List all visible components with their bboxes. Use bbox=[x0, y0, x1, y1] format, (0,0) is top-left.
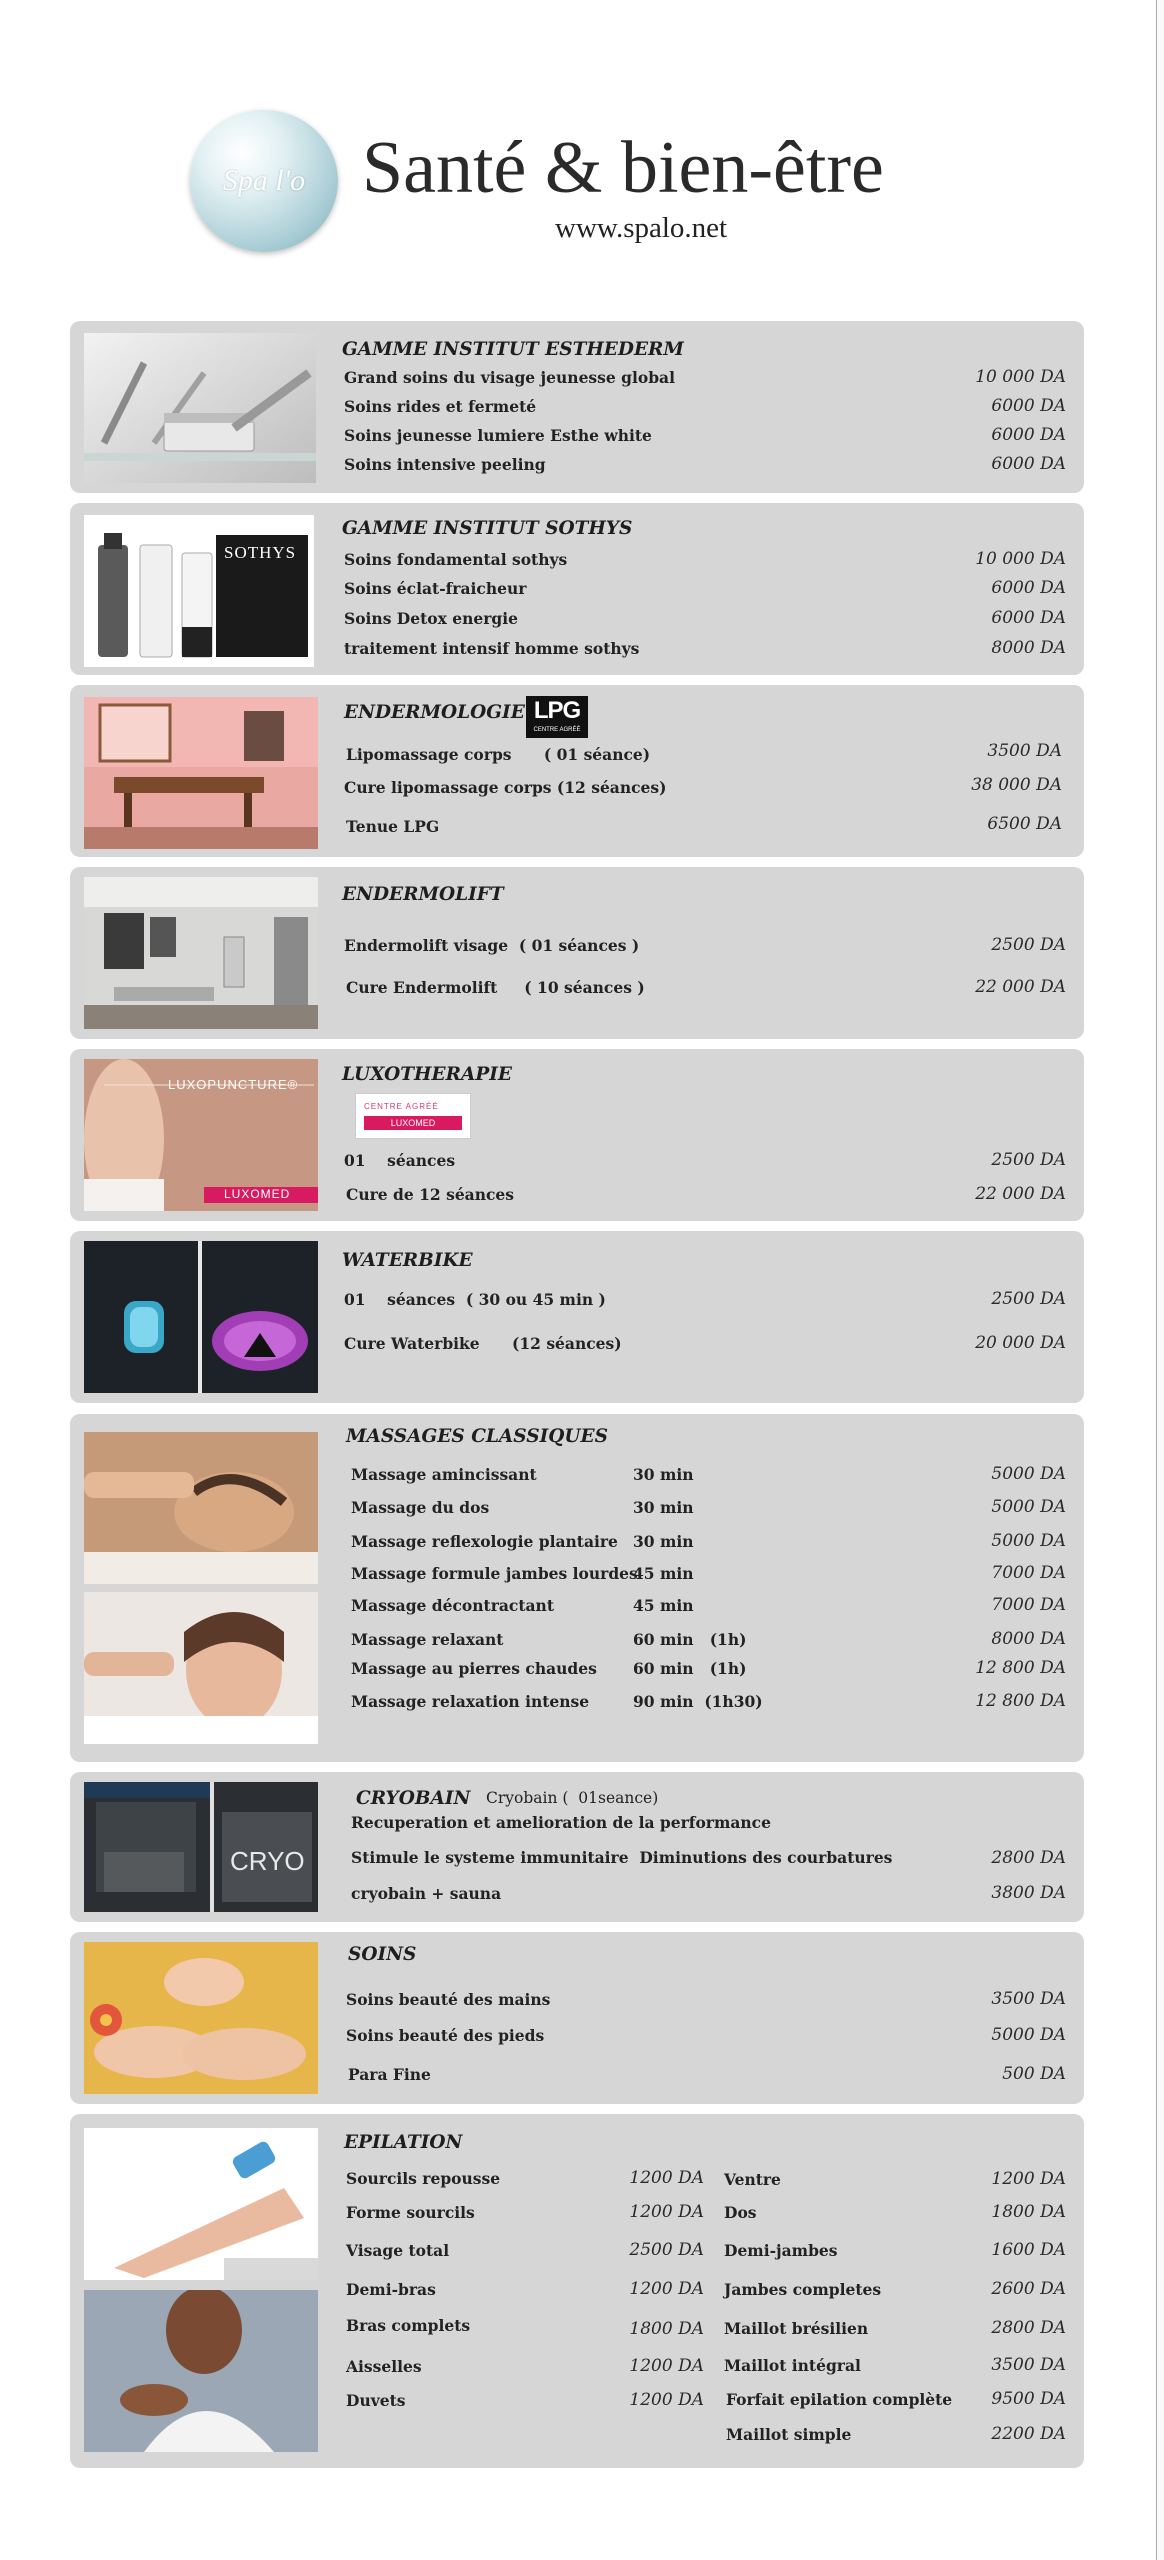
service-label: Forfait epilation complète bbox=[726, 2390, 953, 2409]
epilation-leg-photo bbox=[84, 2128, 318, 2280]
service-price: 1600 DA bbox=[991, 2240, 1066, 2260]
section-waterbike bbox=[70, 1231, 1084, 1403]
service-label: Massage relaxant bbox=[351, 1630, 504, 1649]
service-label: Soins Detox energie bbox=[344, 609, 518, 628]
lpg-badge-logo: LPG bbox=[533, 697, 581, 724]
section-cryobain bbox=[70, 1772, 1084, 1922]
service-label: Lipomassage corps ( 01 séance) bbox=[346, 745, 651, 764]
service-price: 2200 DA bbox=[991, 2424, 1066, 2444]
section-title: ENDERMOLOGIE bbox=[344, 702, 525, 723]
service-label: Cure de 12 séances bbox=[346, 1185, 515, 1204]
service-label: traitement intensif homme sothys bbox=[344, 639, 640, 658]
service-duration: 45 min bbox=[633, 1564, 694, 1583]
service-duration: 60 min (1h) bbox=[633, 1659, 747, 1678]
service-duration: 30 min bbox=[633, 1465, 694, 1484]
service-label: Forme sourcils bbox=[346, 2203, 475, 2222]
service-price: 2500 DA bbox=[629, 2240, 704, 2260]
service-label: Aisselles bbox=[346, 2357, 422, 2376]
service-price: 12 800 DA bbox=[975, 1691, 1066, 1711]
service-label: Demi-bras bbox=[346, 2280, 436, 2299]
service-price: 1200 DA bbox=[991, 2169, 1066, 2189]
luxomed-badge bbox=[355, 1093, 471, 1139]
service-price: 6000 DA bbox=[991, 608, 1066, 628]
service-label: Soins intensive peeling bbox=[344, 455, 546, 474]
service-label: Soins fondamental sothys bbox=[344, 550, 568, 569]
service-price: 12 800 DA bbox=[975, 1658, 1066, 1678]
service-price: 1200 DA bbox=[629, 2390, 704, 2410]
service-label: Endermolift visage ( 01 séances ) bbox=[344, 936, 640, 955]
section-endermolift bbox=[70, 867, 1084, 1039]
service-duration: 90 min (1h30) bbox=[633, 1692, 763, 1711]
service-label: Tenue LPG bbox=[346, 817, 440, 836]
cryo-photo-text: CRYO bbox=[230, 1846, 305, 1876]
endermolift-room-photo bbox=[84, 877, 318, 1029]
service-price: 8000 DA bbox=[991, 1629, 1066, 1649]
service-label: Jambes completes bbox=[724, 2280, 882, 2299]
service-label: Sourcils repousse bbox=[346, 2169, 501, 2188]
spa-logo bbox=[190, 110, 338, 252]
service-price: 38 000 DA bbox=[971, 775, 1062, 795]
service-label: 01 séances bbox=[344, 1151, 456, 1170]
service-price: 5000 DA bbox=[991, 2025, 1066, 2045]
cryobain-subtitle: Cryobain ( 01seance) bbox=[486, 1789, 659, 1807]
page-title: Santé & bien-être bbox=[362, 127, 884, 209]
header bbox=[0, 100, 1164, 270]
service-price: 7000 DA bbox=[991, 1595, 1066, 1615]
service-price: 8000 DA bbox=[991, 638, 1066, 658]
service-price: 2800 DA bbox=[991, 1848, 1066, 1868]
epilation-woman-photo bbox=[84, 2290, 318, 2452]
service-label: Soins rides et fermeté bbox=[344, 397, 537, 416]
soins-hands-feet-photo bbox=[84, 1942, 318, 2094]
logo-text: Spa l'o bbox=[222, 164, 306, 197]
cryobain-benefit: Recuperation et amelioration de la performance bbox=[351, 1813, 771, 1832]
service-duration: 30 min bbox=[633, 1498, 694, 1517]
section-sothys bbox=[70, 503, 1084, 675]
service-label: Demi-jambes bbox=[724, 2241, 838, 2260]
service-price: 9500 DA bbox=[991, 2389, 1066, 2409]
service-price: 6000 DA bbox=[991, 396, 1066, 416]
service-price: 20 000 DA bbox=[975, 1333, 1066, 1353]
massage-face-photo bbox=[84, 1432, 318, 1584]
service-price: 2500 DA bbox=[991, 935, 1066, 955]
service-label: Massage relaxation intense bbox=[351, 1692, 590, 1711]
page-edge bbox=[1156, 0, 1164, 2560]
service-price: 2500 DA bbox=[991, 1150, 1066, 1170]
sothys-product-photo bbox=[84, 515, 314, 667]
section-epilation bbox=[70, 2114, 1084, 2468]
service-price: 1800 DA bbox=[991, 2202, 1066, 2222]
service-label: cryobain + sauna bbox=[351, 1884, 502, 1903]
esthederm-product-photo bbox=[84, 333, 316, 483]
section-title: LUXOTHERAPIE bbox=[342, 1064, 513, 1085]
lpg-badge bbox=[526, 696, 588, 738]
service-price: 5000 DA bbox=[991, 1531, 1066, 1551]
section-title: SOINS bbox=[348, 1944, 417, 1965]
website-link[interactable]: www.spalo.net bbox=[555, 212, 728, 244]
service-label: 01 séances ( 30 ou 45 min ) bbox=[344, 1290, 606, 1309]
service-price: 1200 DA bbox=[629, 2202, 704, 2222]
service-label: Massage amincissant bbox=[351, 1465, 537, 1484]
service-price: 5000 DA bbox=[991, 1464, 1066, 1484]
section-title: MASSAGES CLASSIQUES bbox=[346, 1426, 608, 1447]
section-title: CRYOBAIN bbox=[356, 1788, 471, 1809]
cryobain-photo bbox=[84, 1782, 318, 1912]
service-label: Soins jeunesse lumiere Esthe white bbox=[344, 426, 652, 445]
service-price: 3500 DA bbox=[991, 2355, 1066, 2375]
service-duration: 60 min (1h) bbox=[633, 1630, 747, 1649]
service-label: Massage au pierres chaudes bbox=[351, 1659, 597, 1678]
section-title: EPILATION bbox=[344, 2132, 463, 2153]
section-endermologie bbox=[70, 685, 1084, 857]
section-luxotherapie bbox=[70, 1049, 1084, 1221]
section-title: GAMME INSTITUT SOTHYS bbox=[342, 518, 633, 539]
luxomed-photo-brand: LUXOMED bbox=[224, 1187, 291, 1201]
service-price: 22 000 DA bbox=[975, 977, 1066, 997]
lpg-badge-caption: CENTRE AGRÉÉ bbox=[533, 727, 581, 733]
service-price: 3500 DA bbox=[991, 1989, 1066, 2009]
waterbike-photo bbox=[84, 1241, 318, 1393]
massage-woman-photo bbox=[84, 1592, 318, 1744]
service-price: 6500 DA bbox=[987, 814, 1062, 834]
service-price: 7000 DA bbox=[991, 1563, 1066, 1583]
service-label: Massage décontractant bbox=[351, 1596, 554, 1615]
service-price: 2800 DA bbox=[991, 2318, 1066, 2338]
section-title: WATERBIKE bbox=[342, 1250, 473, 1271]
service-price: 3500 DA bbox=[987, 741, 1062, 761]
service-price: 1200 DA bbox=[629, 2279, 704, 2299]
luxomed-badge-caption: CENTRE AGRÉÉ bbox=[364, 1102, 439, 1111]
service-label: Dos bbox=[724, 2203, 757, 2222]
service-price: 6000 DA bbox=[991, 425, 1066, 445]
section-soins bbox=[70, 1932, 1084, 2104]
section-massages bbox=[70, 1414, 1084, 1762]
service-price: 1200 DA bbox=[629, 2168, 704, 2188]
service-label: Cure Waterbike (12 séances) bbox=[344, 1334, 622, 1353]
section-title: ENDERMOLIFT bbox=[342, 884, 504, 905]
endermologie-room-photo bbox=[84, 697, 318, 849]
service-label: Massage reflexologie plantaire bbox=[351, 1532, 618, 1551]
service-label: Cure lipomassage corps (12 séances) bbox=[344, 778, 667, 797]
service-label: Maillot intégral bbox=[724, 2356, 861, 2375]
service-price: 22 000 DA bbox=[975, 1184, 1066, 1204]
luxopuncture-photo bbox=[84, 1059, 318, 1211]
sothys-product-text: SOTHYS bbox=[224, 543, 297, 562]
service-label: Massage du dos bbox=[351, 1498, 490, 1517]
service-price: 500 DA bbox=[1002, 2064, 1066, 2084]
service-price: 3800 DA bbox=[991, 1883, 1066, 1903]
cryobain-benefit: Stimule le systeme immunitaire Diminutions des courbatures bbox=[351, 1848, 893, 1867]
service-price: 10 000 DA bbox=[975, 367, 1066, 387]
service-price: 5000 DA bbox=[991, 1497, 1066, 1517]
service-price: 6000 DA bbox=[991, 454, 1066, 474]
service-label: Soins éclat-fraicheur bbox=[344, 579, 527, 598]
service-label: Para Fine bbox=[348, 2065, 431, 2084]
service-label: Soins beauté des mains bbox=[346, 1990, 551, 2009]
service-label: Maillot simple bbox=[726, 2425, 852, 2444]
service-label: Maillot brésilien bbox=[724, 2319, 869, 2338]
service-price: 6000 DA bbox=[991, 578, 1066, 598]
service-price: 2600 DA bbox=[991, 2279, 1066, 2299]
service-label: Bras complets bbox=[346, 2316, 471, 2335]
service-price: 1200 DA bbox=[629, 2356, 704, 2376]
service-label: Duvets bbox=[346, 2391, 406, 2410]
service-price: 1800 DA bbox=[629, 2319, 704, 2339]
service-label: Massage formule jambes lourdes bbox=[351, 1564, 638, 1583]
service-price: 10 000 DA bbox=[975, 549, 1066, 569]
service-duration: 45 min bbox=[633, 1596, 694, 1615]
section-title: GAMME INSTITUT ESTHEDERM bbox=[342, 339, 684, 360]
luxopuncture-photo-title: LUXOPUNCTURE® bbox=[168, 1077, 299, 1092]
service-duration: 30 min bbox=[633, 1532, 694, 1551]
service-price: 2500 DA bbox=[991, 1289, 1066, 1309]
service-label: Cure Endermolift ( 10 séances ) bbox=[346, 978, 645, 997]
service-label: Soins beauté des pieds bbox=[346, 2026, 545, 2045]
luxomed-badge-logo: LUXOMED bbox=[364, 1116, 462, 1130]
service-label: Grand soins du visage jeunesse global bbox=[344, 368, 675, 387]
service-label: Visage total bbox=[346, 2241, 450, 2260]
service-label: Ventre bbox=[724, 2170, 781, 2189]
section-esthederm bbox=[70, 321, 1084, 493]
